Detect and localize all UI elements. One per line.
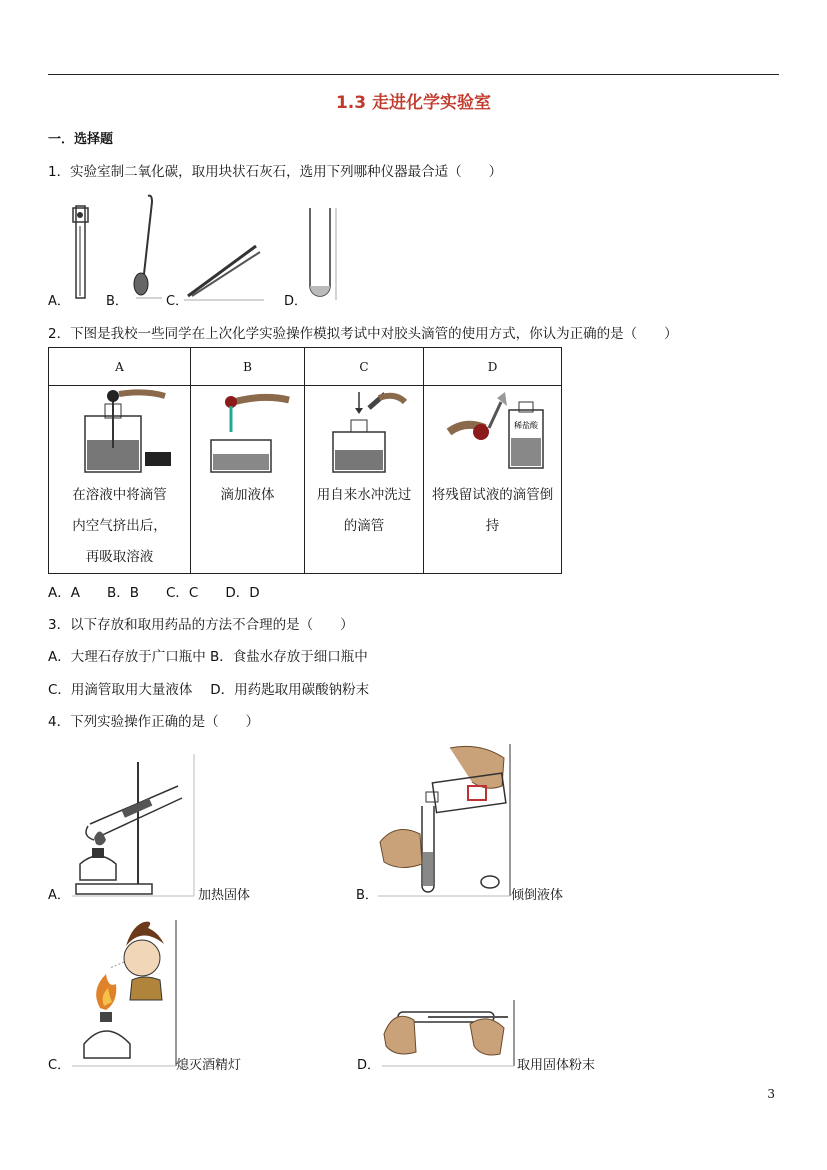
q2-header-d: D xyxy=(424,348,562,386)
q1-option-a-label: A． xyxy=(48,294,70,309)
q2-c-rinsing-dropper-icon xyxy=(319,388,409,476)
q2-c-text-2: 的滴管 xyxy=(343,518,385,534)
q1-option-c-label: C． xyxy=(166,294,189,309)
q2-d-text-1: 将残留试液的滴管倒 xyxy=(431,487,554,503)
q2-b-text-1: 滴加液体 xyxy=(220,487,275,503)
q2-cell-a xyxy=(49,386,191,574)
q4-option-d-label: D． xyxy=(357,1058,381,1073)
q4-b-pouring-liquid-icon xyxy=(376,742,512,898)
question-3-options-cd: C．用滴管取用大量液体 D．用药匙取用碳酸钠粉末 xyxy=(48,682,370,698)
page-title: 1.3 走进化学实验室 xyxy=(335,93,492,113)
q4-d-powder-spatula-icon xyxy=(380,998,516,1068)
header-rule xyxy=(48,74,779,75)
q2-cell-c xyxy=(305,386,424,574)
q2-a-text-1: 在溶液中将滴管 xyxy=(72,487,167,503)
question-2-stem: 2．下图是我校一些同学在上次化学实验操作模拟考试中对胶头滴管的使用方式，你认为正确的是（ ） xyxy=(48,326,678,342)
q4-c-extinguishing-lamp-icon xyxy=(70,918,178,1068)
q2-a-text-3: 再吸取溶液 xyxy=(85,549,154,565)
q1-option-b-label: B． xyxy=(106,294,128,309)
q2-header-b: B xyxy=(191,348,305,386)
q1-option-d-test-tube-icon xyxy=(300,206,340,302)
q2-a-text-2: 内空气挤出后， xyxy=(72,518,167,534)
q2-d-text-2: 持 xyxy=(485,518,500,534)
q4-option-b-label: B． xyxy=(356,888,378,903)
q4-option-a-label: A． xyxy=(48,888,70,903)
question-2-table xyxy=(48,347,562,574)
q2-d-bottle-label: 稀盐酸 xyxy=(513,421,538,430)
q2-a-dropper-bottle-icon xyxy=(65,388,175,476)
q2-header-a: A xyxy=(49,348,191,386)
q2-cell-b xyxy=(191,386,305,574)
question-4-stem: 4．下列实验操作正确的是（ ） xyxy=(48,714,260,730)
q1-option-a-tube-holder-icon xyxy=(70,196,98,302)
q4-option-d-caption: 取用固体粉末 xyxy=(517,1058,596,1073)
q2-cell-d xyxy=(424,386,562,574)
q4-option-b-caption: 倾倒液体 xyxy=(511,888,564,903)
question-2-options: A．A B．B C．C D．D xyxy=(48,585,260,601)
question-3-stem: 3．以下存放和取用药品的方法不合理的是（ ） xyxy=(48,617,354,633)
q4-option-c-caption: 熄灭酒精灯 xyxy=(176,1058,242,1073)
question-1-stem: 1．实验室制二氧化碳，取用块状石灰石，选用下列哪种仪器最合适（ ） xyxy=(48,164,503,180)
question-3-options-ab: A．大理石存放于广口瓶中 B．食盐水存放于细口瓶中 xyxy=(48,649,368,665)
q2-b-dropping-liquid-icon xyxy=(203,388,293,476)
section-heading: 一．选择题 xyxy=(48,132,114,147)
q1-option-b-spoon-icon xyxy=(122,192,162,302)
q1-option-d-label: D． xyxy=(284,294,308,309)
q2-d-inverted-dropper-icon xyxy=(435,388,551,476)
q4-option-c-label: C． xyxy=(48,1058,71,1073)
q2-header-c: C xyxy=(305,348,424,386)
q4-a-heating-solid-icon xyxy=(70,752,196,898)
q2-c-text-1: 用自来水冲洗过 xyxy=(316,487,412,503)
q4-option-a-caption: 加热固体 xyxy=(198,888,251,903)
q1-option-c-tweezers-icon xyxy=(184,238,264,302)
page-number: 3 xyxy=(767,1087,775,1101)
